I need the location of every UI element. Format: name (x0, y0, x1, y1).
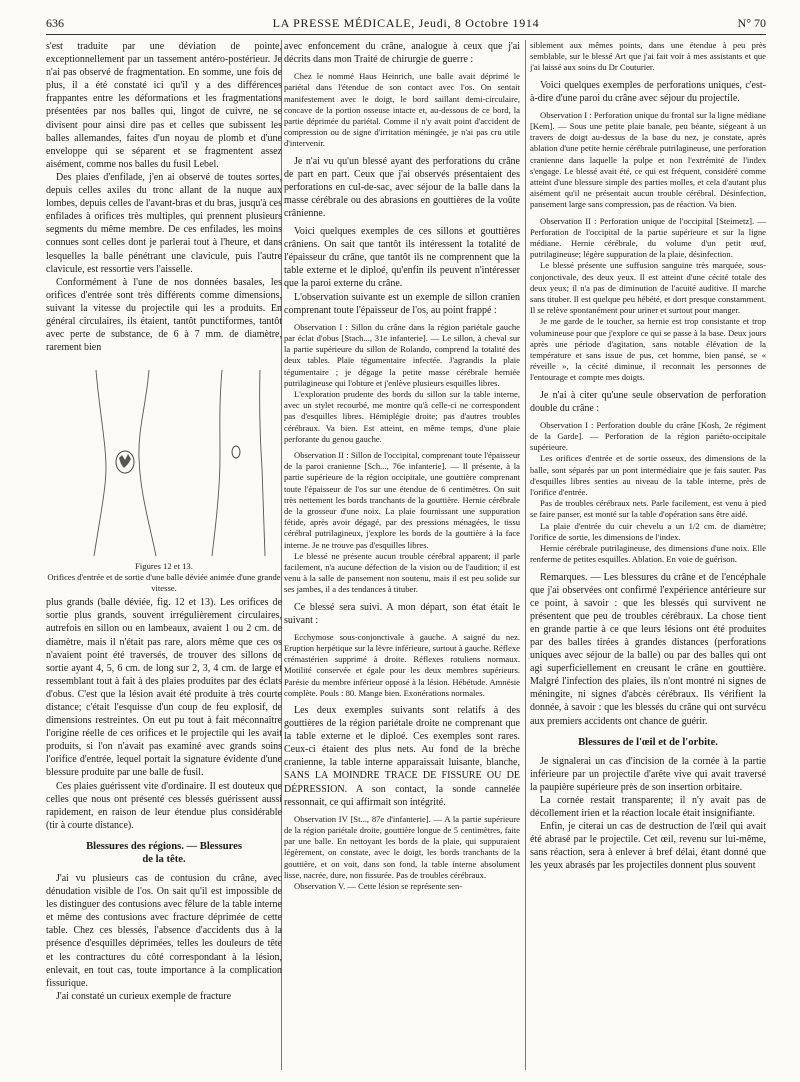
observation-continued: L'exploration prudente des bords du sillon sur la table interne, avec un stylet recourbé, me montre qu'à celle-ci ne correspondent pas d'esquilles libres. Hémiplégie droite; pas d'autres troubles cérébraux. Va bien. Est atteint, en même temps, d'une plaie perforante du genou gauche. (284, 388, 520, 444)
page-number: 636 (46, 16, 64, 30)
observation-continued: Le blessé présente une suffusion sanguine très marquée, sous-conjonctivale, des deux yeux. Il est atteint d'une cécité totale des deux yeux; il n'a pas de diminution de l'acuité auditive. Il marche sans tituber. Il est quelque peu hébété, et dort presque constamment. Il se relève spontanément pour uriner et surtout pour manger. (530, 260, 766, 316)
observation-continued: Les orifices d'entrée et de sortie osseux, des dimensions de la balle, sont séparés par un pont intermédiaire que je fais sauter. Pas d'esquilles libres senties au niveau de la table interne, près de l'orifice d'entrée. (530, 453, 766, 498)
observation: Observation I : Sillon du crâne dans la région pariétale gauche par éclat d'obus [Stach..., 31e infanterie]. — Le sillon, à cheval sur la partie supérieure du sillon de Rolando, comprend la totalité des deux tables. Plaie tégumentaire infectée. J'agrandis la plaie tégumentaire ; je dégage la petite masse cérébrale herniée putrilagineuse qui l'obture et j'enlève plusieurs esquilles libres. (284, 321, 520, 388)
running-header (46, 12, 766, 34)
section-heading-line: Blessures des régions. — Blessures (86, 840, 242, 852)
figure-drawing (46, 358, 282, 558)
section-heading (46, 840, 282, 866)
journal-title: LA PRESSE MÉDICALE, Jeudi, 8 Octobre 1914 (272, 16, 540, 30)
paragraph: s'est traduite par une déviation de pointe, exceptionnellement par un tassement antéro-postérieur. Je n'ai pas observé de fragmentation. En somme, une fois de plus, il a été constaté ici qu'il y a des différences frappantes entre les déformations et les fragmentations présentées par nos balles qui, lingot de cuivre, ne se divisent pour ainsi dire pas et celles que subissent les balles allemandes, faites d'un noyau de plomb et d'une enveloppe qui se séparent et se fragmentent assez aisément, comme nos balles du fusil Lebel. (46, 41, 282, 170)
paragraph: Voici quelques exemples de ces sillons et gouttières crâniens. On sait que tantôt ils intéressent la totalité de l'épaisseur du crâne, que tantôt ils ne comprennent que la table externe et le diploé, qu'enfin ils peuvent n'intéresser que la paroi externe du crâne. (284, 226, 520, 290)
observation-continued: Le blessé ne présente aucun trouble cérébral apparent; il parle facilement, n'a aucune défection de la vision ou de l'audition; il est venu à la salle de pansement non soutenu, mais il est peu solide sur ses jambes, il a des tendances à tituber. (284, 550, 520, 595)
paragraph: La cornée restait transparente; il n'y avait pas de décollement irien et la réaction locale était insignifiante. (530, 794, 766, 819)
paragraph: Je signalerai un cas d'incision de la cornée à la partie inférieure par un projectile d'arête vive qui avait traversé la paupière supérieure près de son insertion orbitaire. (530, 755, 766, 793)
observation-continued: Hernie cérébrale putrilagineuse, des dimensions d'une noix. Elle renferme de petites esquilles. Ablation. En voie de guérison. (530, 543, 766, 565)
case-note: Chez le nommé Haus Heinrich, une balle avait déprimé le pariétal dans l'étendue de son contact avec l'os. On sentait manifestement avec le doigt, le bord saillant demi-circulaire, concave de la portion osseuse intacte et, au-dessous de ce bord, la partie déprimée du pariétal. Comme il n'y avait point d'accident de compression ou de signe d'irritation méningée, je n'ai pas cru utile d'intervenir. (284, 71, 520, 149)
paragraph: Enfin, je citerai un cas de destruction de l'œil qui avait été abrasé par le projectile. Cet œil, revenu sur lui-même, sans réaction, sera à enlever à bref délai, étant donné que les yeux abrasés par les projectiles donnent plus souvent (530, 821, 766, 872)
observation: Observation II : Perforation unique de l'occipital [Steimetz]. — Perforation de l'occipital de la partie supérieure et sur la ligne médiane. Hernie cérébrale, du volume d'un petit œuf, putrilagineuse; légère suppuration de la plaie, désinfection. (530, 215, 766, 260)
observation: Observation V. — Cette lésion se représente sen- (294, 880, 463, 891)
paragraph: avec enfoncement du crâne, analogue à ceux que j'ai décrits dans mon Traité de chirurgie de guerre : (284, 41, 520, 66)
figure-caption: Orifices d'entrée et de sortie d'une balle déviée animée d'une grande vitesse. (47, 572, 281, 594)
paragraph: Les deux exemples suivants sont relatifs à des gouttières de la région pariétale droite ne comprenant que la table externe et le diploé. Ces exemples sont rares. Ceux-ci étaient des plus nets. Au fond de la brèche cranienne, la table interne apparaissait luisante, blanche, SANS LA MOINDRE TRACE DE FISSURE OU DE DÉPRESSION. A son contact, la sonde cannelée ressonnait, ce qui affirmait son intégrité. (284, 705, 520, 808)
paragraph: plus grands (balle déviée, fig. 12 et 13). Les orifices de sortie plus grands, souvent irrégulièrement circulaires, autrefois en sillon ou en lambeaux, avaient 1 ou 2 cm. de diamètre, mais il n'était pas rare, alors même que ces os n'avaient point été traversés, de trouver des sillons de sortie ayant 4, 5, 6 cm. de long sur 2, 3, 4 cm. de large et ressemblant tout à fait à des plaies produites par des éclats d'obus. C'est que la lésion avait été produite à très courte distance; c'était l'esquisse d'un coup de feu explosif, de dimensions restreintes. On eut pu tout à fait méconnaître l'origine réelle de ces orifices et le projectile qui les avait produits, si l'on n'avait pas examiné avec grands soins l'orifice d'entrée, lequel portait la signature évidente d'une blessure produite par une balle de fusil. (46, 597, 282, 779)
paragraph: Voici quelques exemples de perforations uniques, c'est-à-dire d'une paroi du crâne avec séjour du projectile. (530, 79, 766, 104)
issue-number: N° 70 (737, 16, 766, 30)
paragraph: Remarques. — Les blessures du crâne et de l'encéphale que j'ai observées ont confirmé l'expérience antérieure sur ce point, à savoir : que les blessés qui survivent ne présentent que peu de troubles cérébraux. La chose tient en grande partie à ce que leurs lésions ont été produites par des balles tirées à grandes distances (perforations uniques avec séjour de la balle) ou par des balles qui ont agi superficiellement en creusant le crâne en gouttière. Malgré l'infection des plaies, ils n'ont montré ni signes de méningite, ni signes d'abcès cérébraux. Ils vérifient la donnée, à savoir : que les blessés du crâne qui ont survécu aux premiers accidents ont chance de guérir. (530, 571, 766, 727)
paragraph: L'observation suivante est un exemple de sillon cranien comprenant toute l'épaisseur de l'os, au point frappé : (284, 291, 520, 316)
paragraph: Des plaies d'enfilade, j'en ai observé de toutes sortes, depuis celles axiles du tronc allant de la nuque aux lombes, depuis celles de l'avant-bras et du bras, jusqu'à ces enfilades à orifices très multiples, qui prennent plusieurs segments du même membre. De ces enfilades, les moins connues sont celles dont je parlerai tout à l'heure, et dans lesquelles la balle pénétrant une clavicule, puis l'autre clavicule, est ressortie vers l'aisselle. (46, 171, 282, 275)
section-heading-line: de la tête. (142, 853, 186, 865)
observation: Observation II : Sillon de l'occipital, comprenant toute l'épaisseur de la paroi cranienne [Sch..., 76e infanterie]. — Il présente, à la partie supérieure de la région occipitale, une gouttière comprenant toute l'épaisseur de l'os sur une étendue de 6 centimètres. On suit très nettement les bords tranchants de la gouttière. Hernie cérébrale de la grosseur d'une noix. La plaie fournissant une suppuration fétide, après avoir dégagé, par des pressions ménagées, le tissu cérébral putrilagineux, j'explore les bords de la gouttière à la face interne. Je ne trouve pas d'esquilles libres. (284, 449, 520, 550)
observation: Observation I : Perforation double du crâne [Kosh, 2e régiment de la Garde]. — Perforation de la région pariéto-occipitale supérieure. (530, 419, 766, 453)
column-right (530, 40, 766, 1072)
observation: Observation I : Perforation unique du frontal sur la ligne médiane [Kem]. — Sous une petite plaie banale, peu béante, siégeant à un travers de doigt au-dessus de la base du nez, je constate, après ablation d'une petite hernie cérébrale putrilagineuse, une perforation cranienne dans laquelle la pulpe et non l'extrémité de l'index s'engage. Le blessé avait été, ce qui est fréquent, considéré comme atteint d'une blessure simple des parties molles, et cela d'autant plus aisément qu'il ne présentait aucun trouble cérébral. Désinfection, pansement large sans compression, pas de réaction. Va bien. (530, 109, 766, 210)
column-middle (284, 40, 520, 1072)
header-rule (46, 34, 766, 35)
observation-continued: Ecchymose sous-conjonctivale à gauche. A saigné du nez. Eruption herpétique sur la lèvre inférieure, surtout à gauche. Réflexe crémastérien supprimé à droite. Réflexes rotuliens normaux. Motilité conservée et égale pour les deux membres supérieurs. Parésie du membre inférieur opposé à la lésion. Hébétude. Amnésie complète. Pouls : 80. Mange bien. Exonérations normales. (284, 631, 520, 698)
observation: Observation IV [St..., 87e d'infanterie]. — A la partie supérieure de la région pariétale droite, gouttière longue de 5 centimètres, faite par une balle. En nettoyant les bords de la plaie, qui suppuraient légèrement, on constate, avec le doigt, les bords tranchants de la gouttière, et on voit, dans son fond, la table interne absolument lisse, nacrée, dure, non fissurée. Pas de troubles cérébraux. (284, 813, 520, 880)
figure-label: Figures 12 et 13. (135, 561, 193, 572)
paragraph: J'ai vu plusieurs cas de contusion du crâne, avec dénudation visible de l'os. On sait qu'il est impossible de les distinguer des contusions avec fêlure de la table interne et même des contusions avec fracture déprimée de cette table. Chez ces blessés, l'absence d'accidents dus à la présence d'esquilles déprimées, telles les douleurs de tête et les contractures du côté correspondant à la lésion, enlevait, en tout cas, toute importance à la complication fissurique. (46, 872, 282, 989)
paragraph: Ce blessé sera suivi. A mon départ, son état était le suivant : (284, 601, 520, 626)
figure-12-13 (46, 358, 282, 594)
observation-continued: Je me garde de le toucher, sa hernie est trop consistante et trop volumineuse pour que j'explore ce qui se passe à la base. Deux jours après une période d'agitation, sans notable élévation de la température et sans issue de pus, cet homme, bien pansé, se « réveille », la cécité diminue, il reconnait les personnes de l'entourage et compte mes doigts. (530, 316, 766, 383)
observation-continued: siblement aux mêmes points, dans une étendue à peu près semblable, sur le blessé Art que j'ai fait voir à mes assistants et que j'ai laissé aux soins du Dr Couturier. (530, 40, 766, 73)
observation-continued: Pas de troubles cérébraux nets. Parle facilement, est venu à pied se faire panser, est monté sur la table d'opération sans être aidé. (530, 498, 766, 520)
observation-continued: La plaie d'entrée du cuir chevelu a un 1/2 cm. de diamètre; l'orifice de sortie, les dimensions de l'index. (530, 520, 766, 542)
column-divider (525, 40, 526, 1070)
column-left (46, 40, 282, 1072)
paragraph: Je n'ai à citer qu'une seule observation de perforation double du crâne : (530, 389, 766, 414)
paragraph: Conformément à l'une de nos données basales, les orifices d'entrée sont très différents comme dimensions, suivant la vitesse du projectile qui les a produits. En général circulaires, ils étaient, tantôt punctiformes, tantôt avec perte de substance, de 6 à 7 mm. de diamètre, rarement bien (46, 276, 282, 354)
paragraph: J'ai constaté un curieux exemple de fracture (56, 990, 232, 1002)
paragraph: Ces plaies guérissent vite d'ordinaire. Il est douteux que celles que nous ont présenté ces blessés guérissent aussi rapidement, en raison de leur étendue plus considérable (tir à courte distance). (46, 780, 282, 831)
paragraph: Je n'ai vu qu'un blessé ayant des perforations du crâne de part en part. Ceux que j'ai observés présentaient des perforations en cul-de-sac, avec séjour de la balle dans la masse cérébrale ou des abrasions en gouttières de la voûte crânienne. (284, 155, 520, 219)
section-heading: Blessures de l'œil et de l'orbite. (578, 736, 718, 748)
